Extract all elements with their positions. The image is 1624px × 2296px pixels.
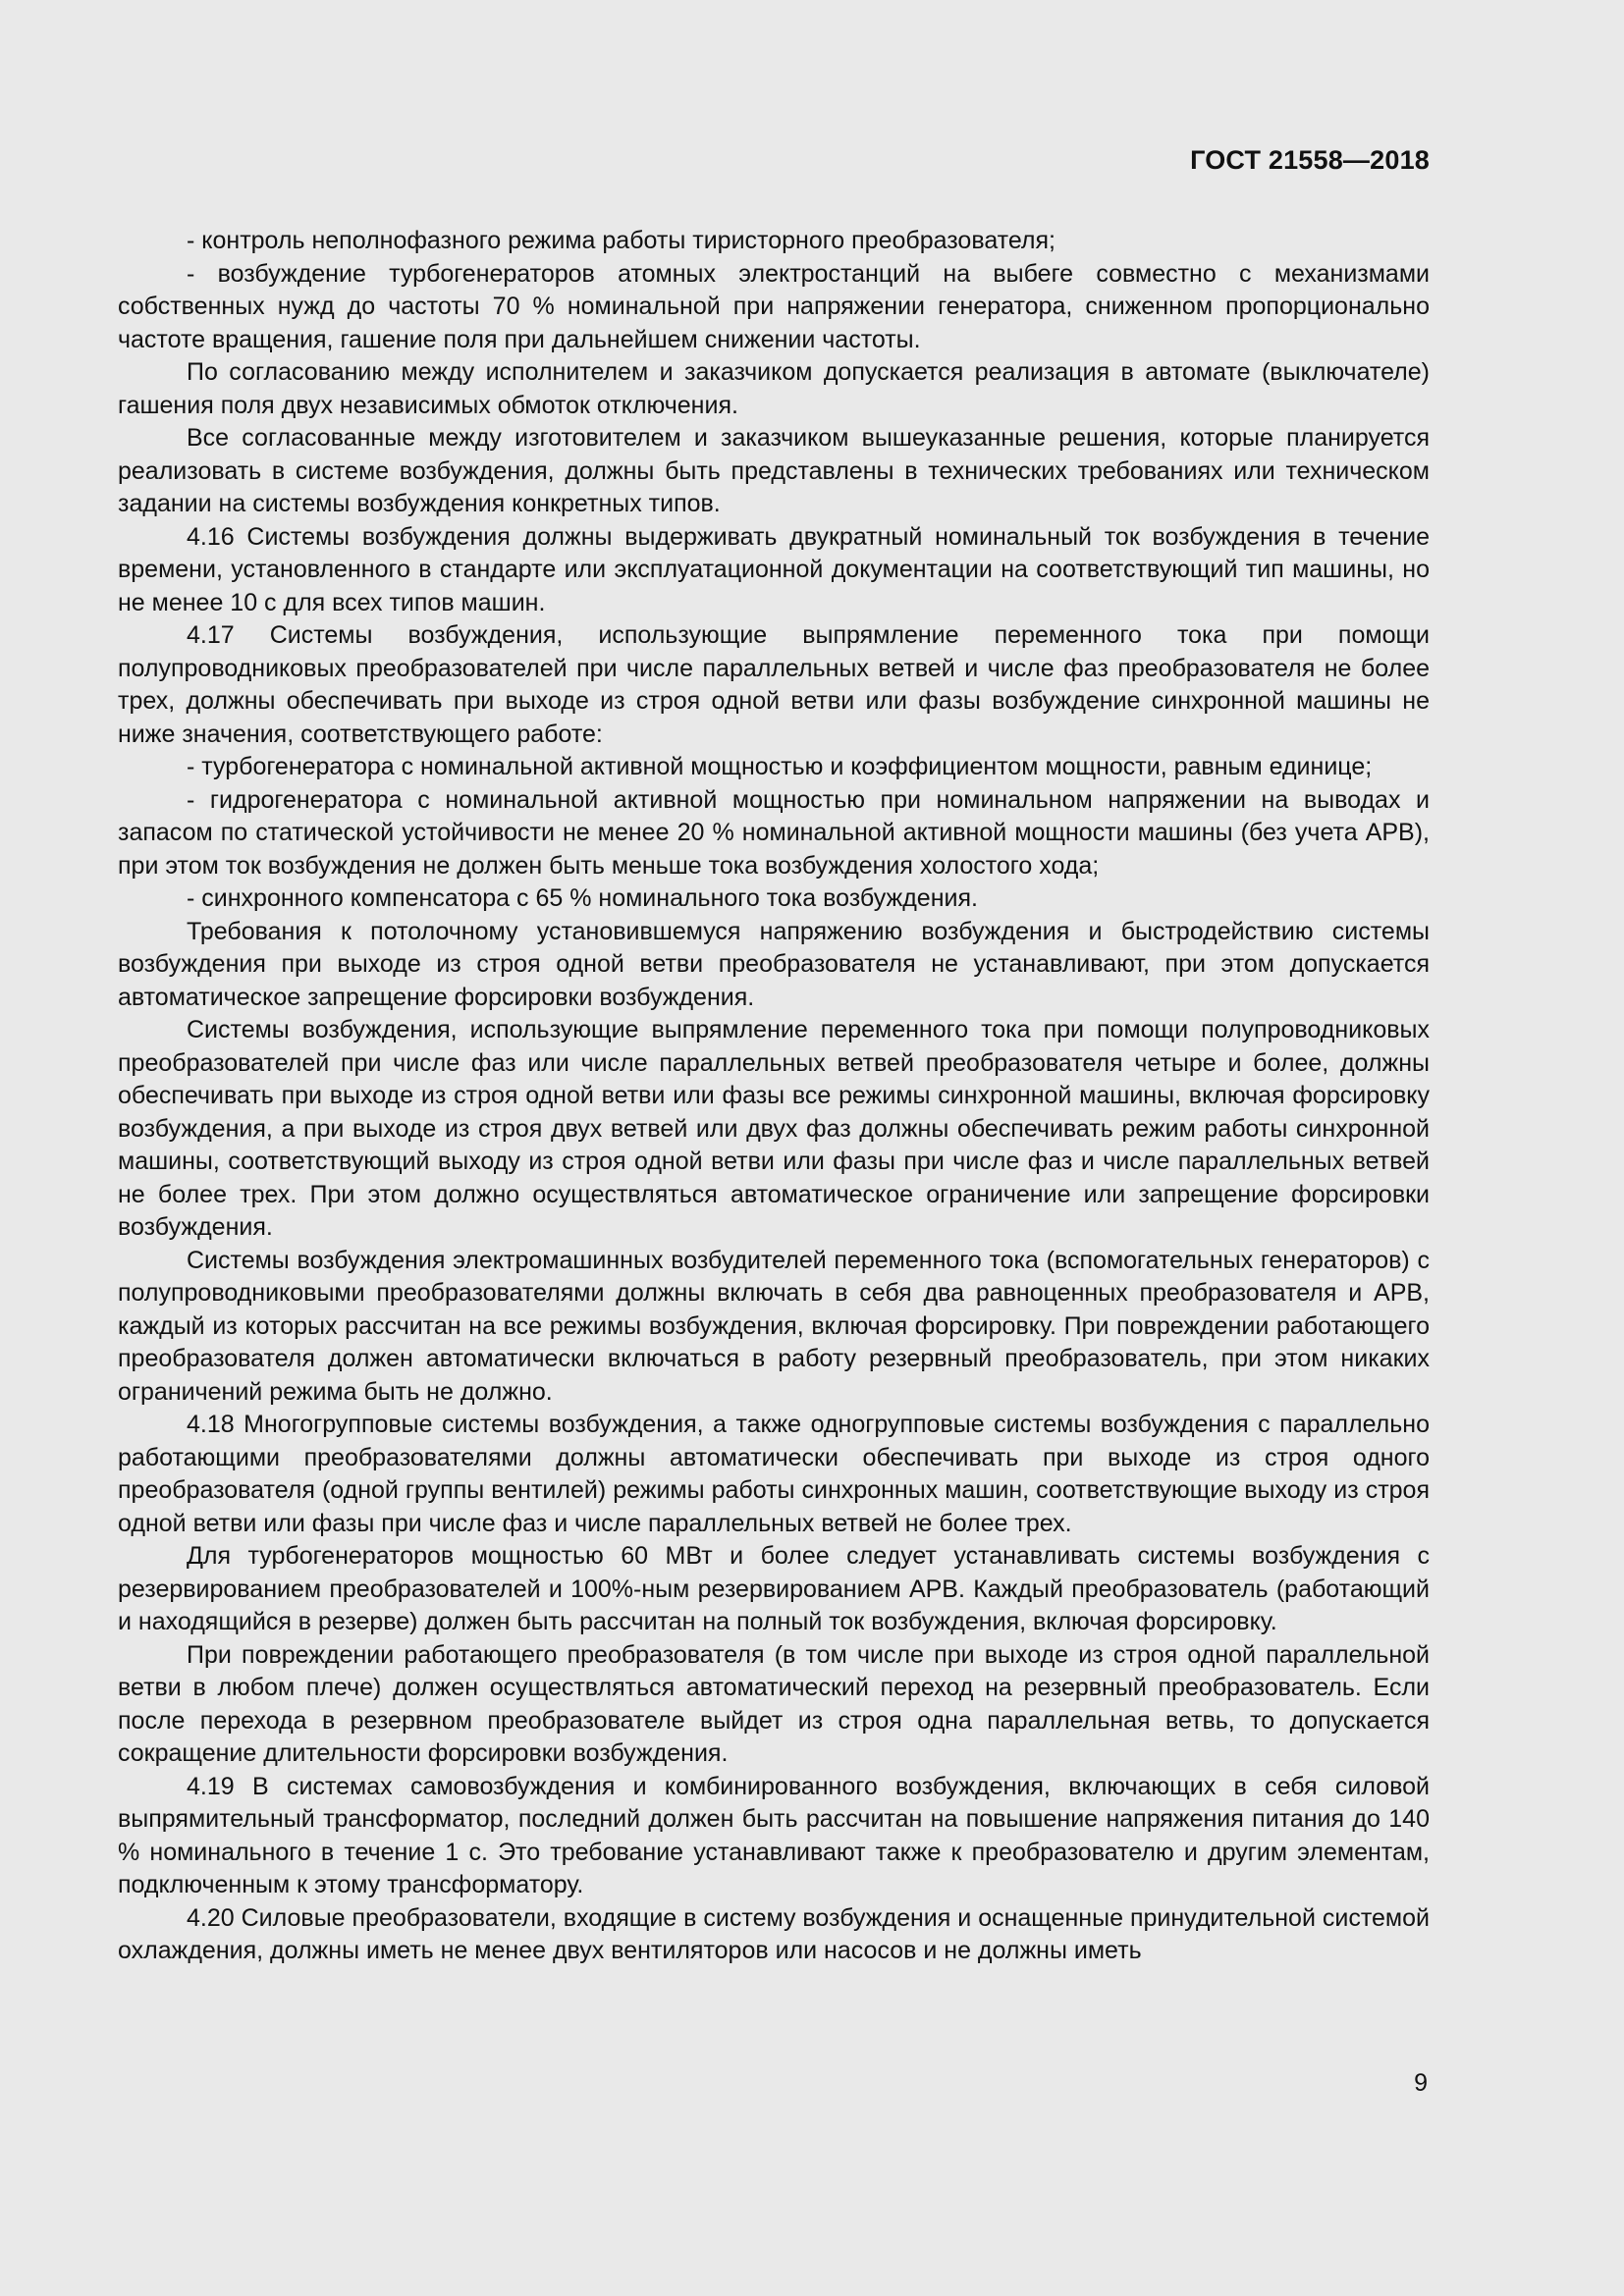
paragraph-converter-damage: При повреждении работающего преобразователя (в том числе при выходе из строя одной параллельной ветви в любом плече) должен осуществляться автоматический переход на резервный преобразователь. Если после перехода в резервном преобразователе выйдет из строя одна параллельная ветвь, то допускается сокращение длительности форсировки возбуждения.: [118, 1640, 1430, 1767]
paragraph-ceiling-voltage-requirements: Требования к потолочному установившемуся напряжению возбуждения и быстродействию системы возбуждения при выходе из строя одной ветви преобразователя не устанавливают, при этом допускается автоматическое запрещение форсировки возбуждения.: [118, 917, 1430, 1011]
document-body: [118, 225, 1430, 1968]
paragraph-control-phase: - контроль неполнофазного режима работы тиристорного преобразователя;: [187, 227, 1056, 254]
paragraph-60mw-turbogenerators: Для турбогенераторов мощностью 60 МВт и более следует устанавливать системы возбуждения с резервированием преобразователей и 100%-ным резервированием АРВ. Каждый преобразователь (работающий и находящийся в резерве) должен быть рассчитан на полный ток возбуждения, включая форсировку.: [118, 1542, 1430, 1635]
paragraph-turbogenerator-item: - турбогенератора с номинальной активной мощностью и коэффициентом мощности, равным единице;: [187, 753, 1373, 780]
paragraph-section-4-17: 4.17 Системы возбуждения, использующие выпрямление переменного тока при помощи полупроводниковых преобразователей при числе параллельных ветвей и числе фаз преобразователя не более трех, должны обеспечивать при выходе из строя одной ветви или фазы возбуждение синхронной машины не ниже значения, соответствующего работе:: [118, 621, 1430, 748]
paragraph-electromachine-exciters: Системы возбуждения электромашинных возбудителей переменного тока (вспомогательных генераторов) с полупроводниковыми преобразователями должны включать в себя два равноценных преобразователя и АРВ, каждый из которых рассчитан на все режимы возбуждения, включая форсировку. При повреждении работающего преобразователя должен автоматически включаться в работу резервный преобразователь, при этом никаких ограничений режима быть не должно.: [118, 1246, 1430, 1406]
paragraph-section-4-19: 4.19 В системах самовозбуждения и комбинированного возбуждения, включающих в себя силовой выпрямительный трансформатор, последний должен быть рассчитан на повышение напряжения питания до 140 % номинального в течение 1 с. Это требование устанавливают также к преобразователю и другим элементам, подключенным к этому трансформатору.: [118, 1772, 1430, 1898]
paragraph-section-4-16: 4.16 Системы возбуждения должны выдерживать двукратный номинальный ток возбуждения в течение времени, установленного в стандарте или эксплуатационной документации на соответствующий тип машины, но не менее 10 с для всех типов машин.: [118, 522, 1430, 616]
paragraph-agreement-field-breaker: По согласованию между исполнителем и заказчиком допускается реализация в автомате (выключателе) гашения поля двух независимых обмоток отключения.: [118, 358, 1430, 419]
page-number: 9: [1414, 2069, 1428, 2097]
paragraph-section-4-18: 4.18 Многогрупповые системы возбуждения, а также одногрупповые системы возбуждения с параллельно работающими преобразователями должны автоматически обеспечивать при выходе из строя одного преобразователя (одной группы вентилей) режимы работы синхронных машин, соответствующие выходу из строя одной ветви или фазы при числе фаз и числе параллельных ветвей не более трех.: [118, 1411, 1430, 1537]
paragraph-four-or-more-phases: Системы возбуждения, использующие выпрямление переменного тока при помощи полупроводниковых преобразователей при числе фаз или числе параллельных ветвей преобразователя четыре и более, должны обеспечивать при выходе из строя одной ветви или фазы все режимы синхронной машины, включая форсировку возбуждения, а при выходе из строя двух ветвей или двух фаз должны обеспечивать режим работы синхронной машины, соответствующий выходу из строя одной ветви или фазы при числе фаз и числе параллельных ветвей не более трех. При этом должно осуществляться автоматическое ограничение или запрещение форсировки возбуждения.: [118, 1016, 1430, 1241]
paragraph-section-4-20: 4.20 Силовые преобразователи, входящие в систему возбуждения и оснащенные принудительной системой охлаждения, должны иметь не менее двух вентиляторов или насосов и не должны иметь: [118, 1903, 1430, 1964]
paragraph-nuclear-turbogenerators: - возбуждение турбогенераторов атомных электростанций на выбеге совместно с механизмами собственных нужд до частоты 70 % номинальной при напряжении генератора, сниженном пропорционально частоте вращения, гашение поля при дальнейшем снижении частоты.: [118, 259, 1430, 353]
paragraph-agreed-decisions: Все согласованные между изготовителем и заказчиком вышеуказанные решения, которые планируется реализовать в системе возбуждения, должны быть представлены в технических требованиях или техническом задании на системы возбуждения конкретных типов.: [118, 424, 1430, 517]
paragraph-hydrogenerator-item: - гидрогенератора с номинальной активной мощностью при номинальном напряжении на выводах и запасом по статической устойчивости не менее 20 % номинальной активной мощности машины (без учета АРВ), при этом ток возбуждения не должен быть меньше тока возбуждения холостого хода;: [118, 785, 1430, 880]
paragraph-compensator-item: - синхронного компенсатора с 65 % номинального тока возбуждения.: [187, 884, 978, 912]
document-code-header: ГОСТ 21558—2018: [1190, 145, 1430, 175]
